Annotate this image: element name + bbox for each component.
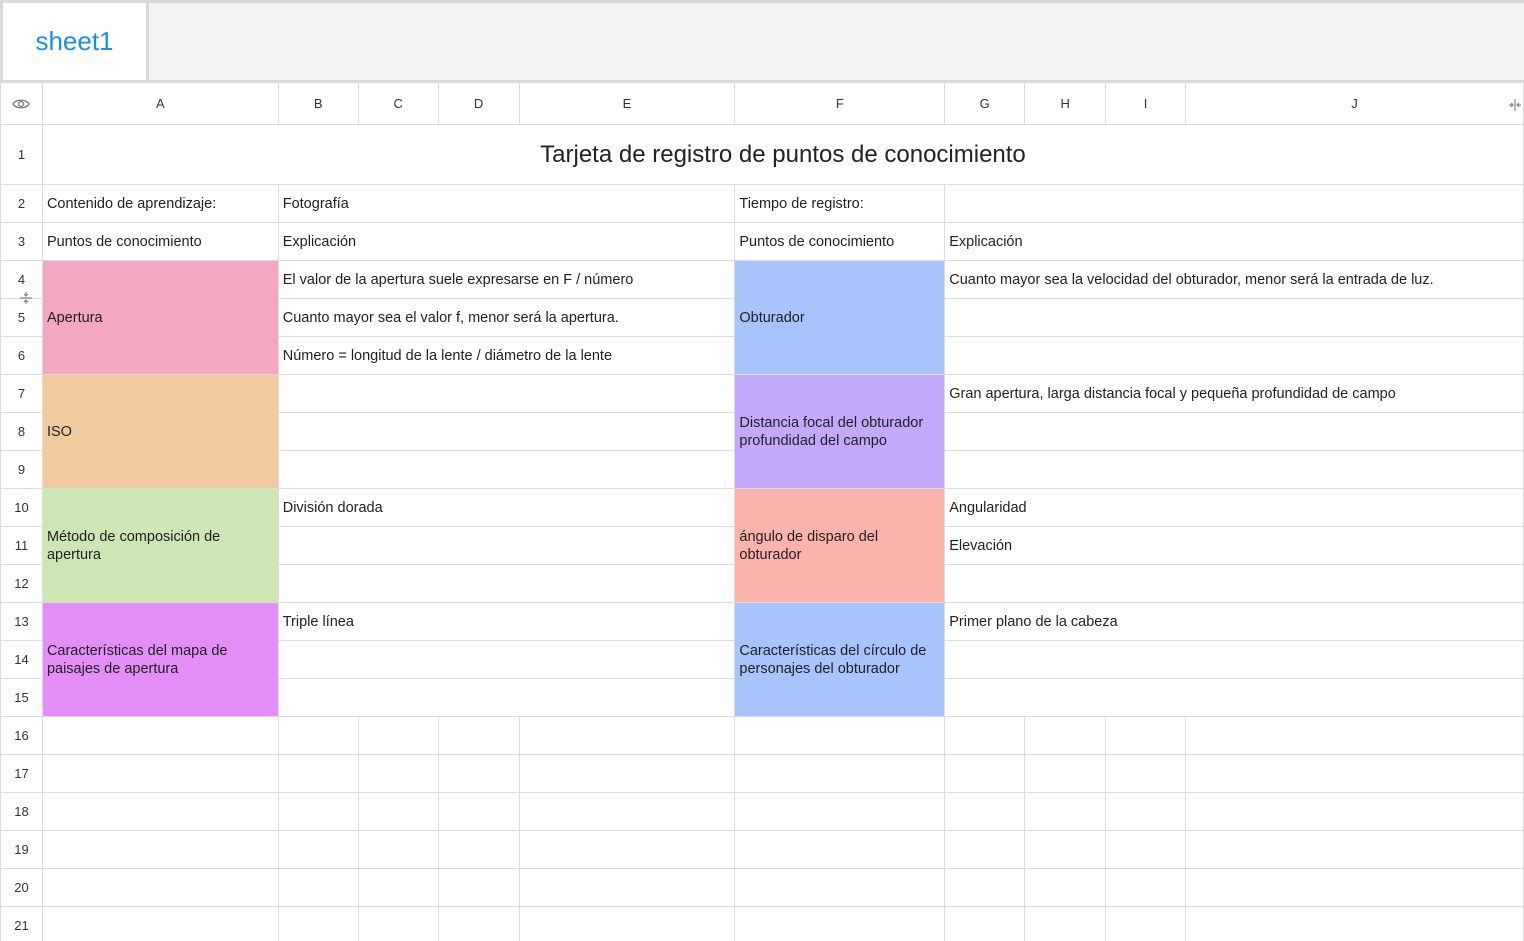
column-header-c[interactable]: C [358, 83, 438, 125]
cell[interactable] [519, 869, 735, 907]
column-header-i[interactable]: I [1106, 83, 1186, 125]
column-header-f[interactable]: F [735, 83, 945, 125]
cell[interactable] [1025, 755, 1106, 793]
cell-a3[interactable]: Puntos de conocimiento [42, 223, 278, 261]
cell[interactable] [1106, 907, 1186, 941]
cell-g13[interactable]: Primer plano de la cabeza [945, 603, 1524, 641]
cell[interactable] [1106, 793, 1186, 831]
cell[interactable] [438, 717, 519, 755]
sheet-tab-bar [0, 0, 1524, 82]
cell[interactable] [945, 755, 1025, 793]
row-header[interactable]: 21 [1, 907, 43, 941]
cell[interactable] [1186, 869, 1524, 907]
cell-b7[interactable] [278, 375, 735, 413]
row-header[interactable]: 13 [1, 603, 43, 641]
cell-circulo[interactable]: Características del círculo de personajes del obturador [735, 603, 945, 717]
cell[interactable] [42, 831, 278, 869]
cell[interactable] [735, 869, 945, 907]
cell-g8[interactable] [945, 413, 1524, 451]
cell[interactable] [1186, 717, 1524, 755]
cell[interactable] [945, 717, 1025, 755]
cell[interactable] [735, 793, 945, 831]
cell-g14[interactable] [945, 641, 1524, 679]
row-header[interactable]: 3 [1, 223, 43, 261]
cell[interactable] [278, 869, 358, 907]
cell-g2[interactable] [945, 185, 1524, 223]
cell[interactable] [1025, 907, 1106, 941]
cell[interactable] [438, 869, 519, 907]
cell[interactable] [1106, 831, 1186, 869]
cell[interactable] [1106, 869, 1186, 907]
cell-b2[interactable]: Fotografía [278, 185, 735, 223]
cell[interactable] [1186, 793, 1524, 831]
cell[interactable] [358, 755, 438, 793]
cell[interactable] [1025, 831, 1106, 869]
cell[interactable] [42, 793, 278, 831]
row-header[interactable]: 2 [1, 185, 43, 223]
cell[interactable] [1106, 755, 1186, 793]
row-header[interactable]: 15 [1, 679, 43, 717]
row-header[interactable]: 16 [1, 717, 43, 755]
column-header-g[interactable]: G [945, 83, 1025, 125]
cell[interactable] [945, 831, 1025, 869]
row-header[interactable]: 5 [1, 299, 43, 337]
row-header[interactable]: 1 [1, 125, 43, 185]
cell-f3[interactable]: Puntos de conocimiento [735, 223, 945, 261]
cell[interactable] [735, 831, 945, 869]
eye-icon [12, 98, 30, 110]
cell-apertura[interactable]: Apertura [42, 261, 278, 375]
cell-b6[interactable]: Número = longitud de la lente / diámetro de la lente [278, 337, 735, 375]
cell[interactable] [519, 717, 735, 755]
cell-b11[interactable] [278, 527, 735, 565]
cell[interactable] [1106, 717, 1186, 755]
cell[interactable] [278, 755, 358, 793]
cell-obturador[interactable]: Obturador [735, 261, 945, 375]
cell-a2[interactable]: Contenido de aprendizaje: [42, 185, 278, 223]
cell[interactable] [42, 717, 278, 755]
cell[interactable] [519, 831, 735, 869]
cell[interactable] [358, 717, 438, 755]
cell[interactable] [945, 907, 1025, 941]
column-header-b[interactable]: B [278, 83, 358, 125]
cell[interactable] [1025, 793, 1106, 831]
column-header-e[interactable]: E [519, 83, 735, 125]
sheet-tab[interactable]: sheet1 [3, 3, 149, 80]
cell-b9[interactable] [278, 451, 735, 489]
cell[interactable] [735, 755, 945, 793]
cell[interactable] [438, 907, 519, 941]
cell[interactable] [1186, 755, 1524, 793]
row-header[interactable]: 7 [1, 375, 43, 413]
cell[interactable] [358, 831, 438, 869]
cell-b12[interactable] [278, 565, 735, 603]
cell[interactable] [519, 793, 735, 831]
column-header-h[interactable]: H [1025, 83, 1106, 125]
freeze-row-icon[interactable] [18, 290, 34, 306]
row-header[interactable]: 9 [1, 451, 43, 489]
cell-g9[interactable] [945, 451, 1524, 489]
cell-paisajes[interactable]: Características del mapa de paisajes de apertura [42, 603, 278, 717]
cell-f2[interactable]: Tiempo de registro: [735, 185, 945, 223]
cell[interactable] [735, 717, 945, 755]
grid-table [0, 82, 1524, 941]
column-header-j[interactable]: J [1186, 83, 1524, 125]
row-header[interactable]: 17 [1, 755, 43, 793]
cell[interactable] [278, 793, 358, 831]
cell[interactable] [1025, 717, 1106, 755]
cell-b4[interactable]: El valor de la apertura suele expresarse en F / número [278, 261, 735, 299]
row-header[interactable]: 11 [1, 527, 43, 565]
cell-b10[interactable]: División dorada [278, 489, 735, 527]
cell-g3[interactable]: Explicación [945, 223, 1524, 261]
cell-g11[interactable]: Elevación [945, 527, 1524, 565]
cell-b13[interactable]: Triple línea [278, 603, 735, 641]
cell[interactable] [945, 869, 1025, 907]
cell-g5[interactable] [945, 299, 1524, 337]
cell-b3[interactable]: Explicación [278, 223, 735, 261]
cell[interactable] [735, 907, 945, 941]
row-header[interactable]: 6 [1, 337, 43, 375]
cell[interactable] [42, 755, 278, 793]
cell[interactable] [945, 793, 1025, 831]
cell[interactable] [438, 831, 519, 869]
cell-composicion[interactable]: Método de composición de apertura [42, 489, 278, 603]
cell[interactable] [278, 907, 358, 941]
cell[interactable] [278, 831, 358, 869]
cell[interactable] [42, 907, 278, 941]
cell[interactable] [278, 717, 358, 755]
cell[interactable] [519, 755, 735, 793]
cell[interactable] [438, 755, 519, 793]
cell-angulo[interactable]: ángulo de disparo del obturador [735, 489, 945, 603]
row-header[interactable]: 18 [1, 793, 43, 831]
cell[interactable] [1186, 831, 1524, 869]
cell[interactable] [358, 907, 438, 941]
cell-g7[interactable]: Gran apertura, larga distancia focal y pequeña profundidad de campo [945, 375, 1524, 413]
cell[interactable] [358, 793, 438, 831]
cell[interactable] [519, 907, 735, 941]
row-header[interactable]: 14 [1, 641, 43, 679]
cell[interactable] [1025, 869, 1106, 907]
cell-b5[interactable]: Cuanto mayor sea el valor f, menor será la apertura. [278, 299, 735, 337]
cell-g10[interactable]: Angularidad [945, 489, 1524, 527]
cell-g12[interactable] [945, 565, 1524, 603]
column-header-d[interactable]: D [438, 83, 519, 125]
cell-g4[interactable]: Cuanto mayor sea la velocidad del obturador, menor será la entrada de luz. [945, 261, 1524, 299]
cell-b8[interactable] [278, 413, 735, 451]
cell[interactable] [358, 869, 438, 907]
cell-b14[interactable] [278, 641, 735, 679]
cell[interactable] [438, 793, 519, 831]
sheet-title-cell[interactable]: Tarjeta de registro de puntos de conocimiento [42, 125, 1523, 185]
column-header-a[interactable]: A [42, 83, 278, 125]
select-all-corner[interactable] [1, 83, 43, 125]
cell-iso[interactable]: ISO [42, 375, 278, 489]
row-header[interactable]: 8 [1, 413, 43, 451]
cell-g15[interactable] [945, 679, 1524, 717]
freeze-column-icon[interactable] [1507, 97, 1523, 113]
row-header[interactable]: 20 [1, 869, 43, 907]
cell-distancia-focal[interactable]: Distancia focal del obturador profundidad del campo [735, 375, 945, 489]
row-header[interactable]: 12 [1, 565, 43, 603]
row-header[interactable]: 10 [1, 489, 43, 527]
cell[interactable] [42, 869, 278, 907]
spreadsheet-grid [0, 82, 1524, 941]
cell[interactable] [1186, 907, 1524, 941]
row-header[interactable]: 19 [1, 831, 43, 869]
cell-b15[interactable] [278, 679, 735, 717]
row-header[interactable]: 4 [1, 261, 43, 299]
cell-g6[interactable] [945, 337, 1524, 375]
